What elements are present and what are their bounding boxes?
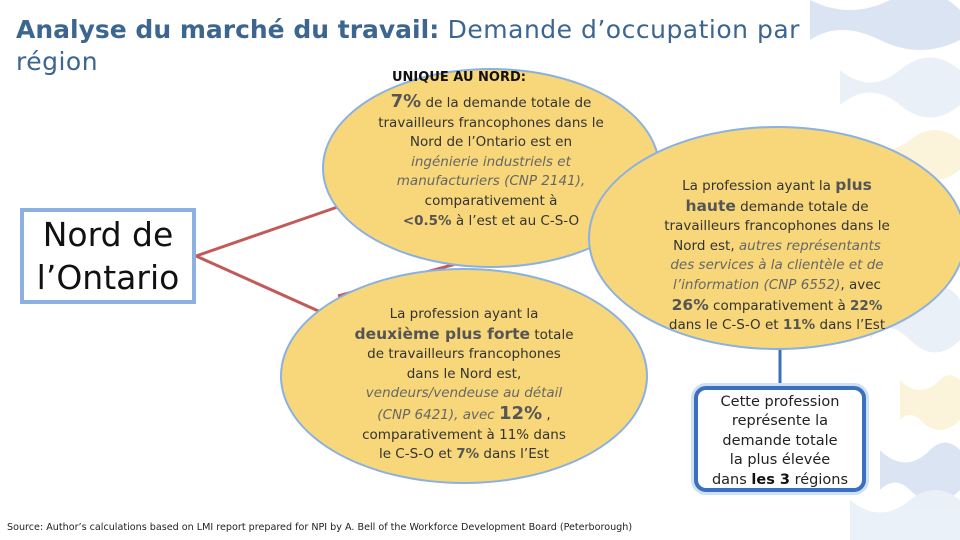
arrow-to-top-bubble [196, 202, 352, 256]
callout-line4: la plus élevée [729, 452, 831, 469]
bubble-right-line4b: autres représentants [738, 237, 881, 254]
bubble-right-line1: La profession ayant la [682, 178, 836, 194]
unique-heading: UNIQUE AU NORD: [392, 70, 526, 85]
bubble-top-line3: Nord de l’Ontario est en [409, 134, 573, 151]
bubble-bottom-line3: de travailleurs francophones [367, 346, 561, 363]
page-title [16, 14, 856, 78]
bubble-top-line2: travailleurs francophones dans le [378, 114, 604, 131]
bubble-bottom-line6a: (CNP 6421), avec [377, 406, 500, 423]
bubble-right-line5: des services à la clientèle et de [670, 257, 884, 274]
bubble-bottom-line1: La profession ayant la [389, 306, 539, 322]
bubble-right-emph1: plus [835, 176, 872, 194]
bubble-right-emph2: haute [685, 196, 736, 215]
title-bold-part: Analyse du marché du travail: [16, 15, 440, 44]
bubble-top-line1: de la demande totale de [421, 95, 592, 111]
pct-26: 26% [671, 295, 709, 314]
callout-line5a: dans [711, 471, 752, 488]
bubble-right-line4a: Nord est, [673, 237, 739, 254]
bubble-right-line7a: comparativement à [708, 297, 851, 314]
bubble-bottom-line8a: le C-S-O et [378, 446, 457, 463]
pct-7-est: 7% [456, 446, 480, 463]
bubble-bottom-line2: totale [530, 326, 574, 343]
bubble-right-line2: demande totale de [735, 198, 869, 215]
bubble-bottom-line8b: dans l’Est [479, 446, 550, 463]
callout-line2: représente la [731, 413, 829, 430]
bubble-top-line6: comparativement à [424, 192, 558, 209]
bubble-bottom-line4: dans le Nord est, [406, 365, 522, 382]
callout-box [694, 386, 866, 492]
bubble-top-line7: à l’est et au C-S-O [451, 212, 580, 229]
region-line1: Nord de [42, 215, 174, 254]
source-note: Source: Author’s calculations based on LMI report prepared for NPI by A. Bell of the Workforce Development Board (Peterborough) [7, 522, 633, 533]
bubble-top-line4: ingénierie industriels et [411, 153, 571, 170]
bubble-bottom-emph: deuxième plus forte [354, 324, 531, 343]
bubble-top-text [330, 92, 652, 231]
pct-22: 22% [850, 297, 883, 314]
bubble-top-line5: manufacturiers (CNP 2141), [396, 173, 586, 190]
callout-line5c: régions [790, 471, 849, 488]
pct-12: 12% [499, 402, 543, 424]
bubble-bottom-text [296, 305, 632, 465]
callout-line1: Cette profession [720, 394, 840, 410]
bubble-bottom-line7: comparativement à 11% dans [362, 426, 566, 443]
bubble-right-line8b: dans l’Est [815, 317, 886, 334]
bubble-right-line3: travailleurs francophones dans le [664, 218, 890, 235]
bubble-right-line6a: l’information (CNP 6552) [673, 276, 841, 293]
pct-lt05: <0.5% [402, 212, 452, 229]
bubble-right-line8a: dans le C-S-O et [668, 317, 783, 334]
region-line2: l’Ontario [36, 258, 180, 297]
bubble-right-line6b: , avec [840, 276, 881, 293]
pct-7: 7% [390, 91, 422, 112]
bubble-bottom-line5: vendeurs/vendeuse au détail [365, 385, 563, 402]
bubble-right-text [606, 176, 948, 336]
callout-line5b: les 3 [751, 471, 790, 488]
region-box-nord-ontario [20, 208, 196, 304]
bubble-bottom-line6b: , [542, 406, 551, 423]
callout-line3: demande totale [722, 432, 838, 449]
pct-11: 11% [782, 317, 816, 334]
title-rest: Demande d’occupation par région [16, 15, 800, 76]
